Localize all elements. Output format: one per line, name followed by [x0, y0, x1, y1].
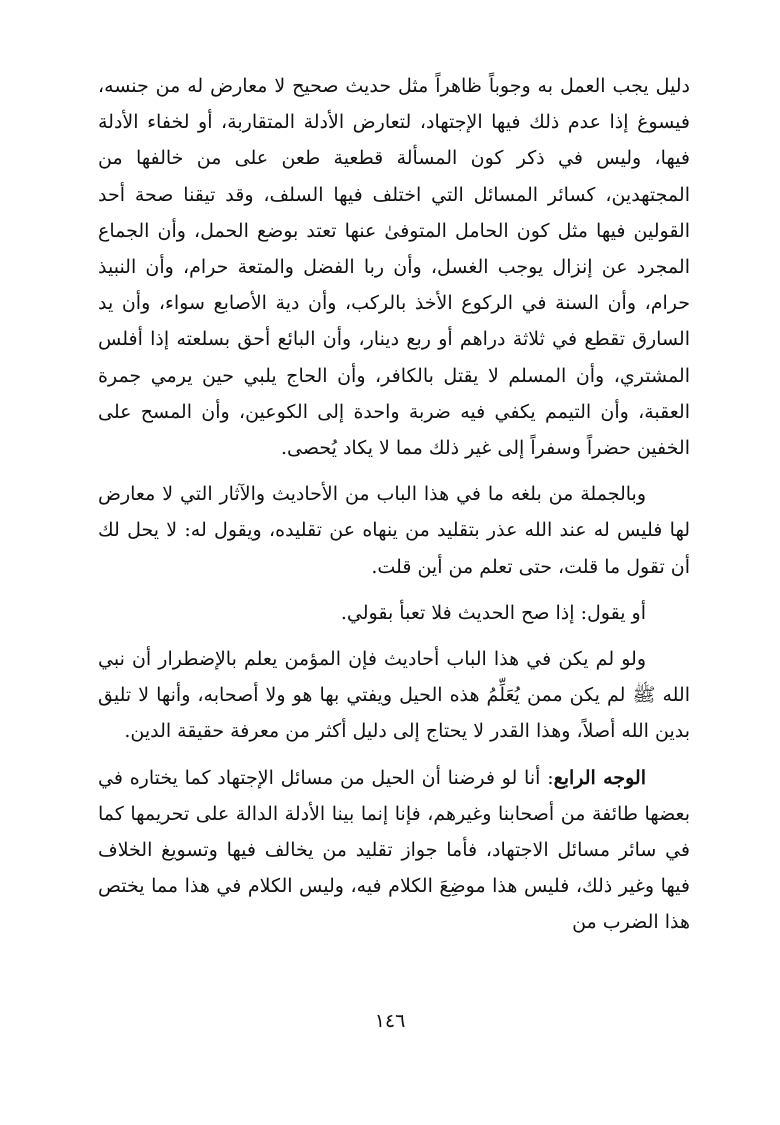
paragraph-3: أو يقول: إذا صح الحديث فلا تعبأ بقولي.	[340, 601, 646, 624]
paragraph-5	[98, 760, 690, 941]
paragraph-4: ولو لم يكن في هذا الباب أحاديث فإن المؤمن يعلم بالإضطرار أن نبي الله ﷺ لم يكن ممن يُعَلِّمُ هذه الحيل ويفتي بها هو ولا أصحابه، وأنها لا تليق بدين الله أصلاً، وهذا القدر لا يحتاج إلى دليل أكثر من معرفة حقيقة الدين.	[98, 648, 690, 743]
page-body	[98, 68, 690, 941]
paragraph-5-text: : أنا لو فرضنا أن الحيل من مسائل الإجتهاد كما يختاره في بعضها طائفة من أصحابنا وغيرهم، فإنا إنما بينا الأدلة الدالة على تحريمها كما في سائر مسائل الاجتهاد، فأما جواز تقليد من يخالف فيها وتسويغ الخلاف فيها وغير ذلك، فليس هذا موضِعَ الكلام فيه، وليس الكلام في هذا مما يختص هذا الضرب من	[98, 766, 690, 934]
section-heading: الوجه الرابع	[553, 766, 646, 789]
paragraph-2: وبالجملة من بلغه ما في هذا الباب من الأحاديث والآثار التي لا معارض لها فليس له عند الله عذر بتقليد من ينهاه عن تقليده، ويقول له: لا يحل لك أن تقول ما قلت، حتى تعلم من أين قلت.	[98, 483, 690, 578]
paragraph-1: دليل يجب العمل به وجوباً ظاهراً مثل حديث صحيح لا معارض له من جنسه، فيسوغ إذا عدم ذلك فيها الإجتهاد، لتعارض الأدلة المتقاربة، أو لخفاء الأدلة فيها، وليس في ذكر كون المسألة قطعية طعن على من خالفها من المجتهدين، كسائر المسائل التي اختلف فيها السلف، وقد تيقنا صحة أحد القولين فيها مثل كون الحامل المتوفىٰ عنها تعتد بوضع الحمل، وأن الجماع المجرد عن إنزال يوجب الغسل، وأن ربا الفضل والمتعة حرام، وأن النبيذ حرام، وأن السنة في الركوع الأخذ بالركب، وأن دية الأصابع سواء، وأن يد السارق تقطع في ثلاثة دراهم أو ربع دينار، وأن البائع أحق بسلعته إذا أفلس المشتري، وأن المسلم لا يقتل بالكافر، وأن الحاج يلبي حين يرمي جمرة العقبة، وأن التيمم يكفي فيه ضربة واحدة إلى الكوعين، وأن المسح على الخفين حضراً وسفراً إلى غير ذلك مما لا يكاد يُحصى.	[98, 75, 690, 460]
page-number: ١٤٦	[374, 1010, 406, 1032]
